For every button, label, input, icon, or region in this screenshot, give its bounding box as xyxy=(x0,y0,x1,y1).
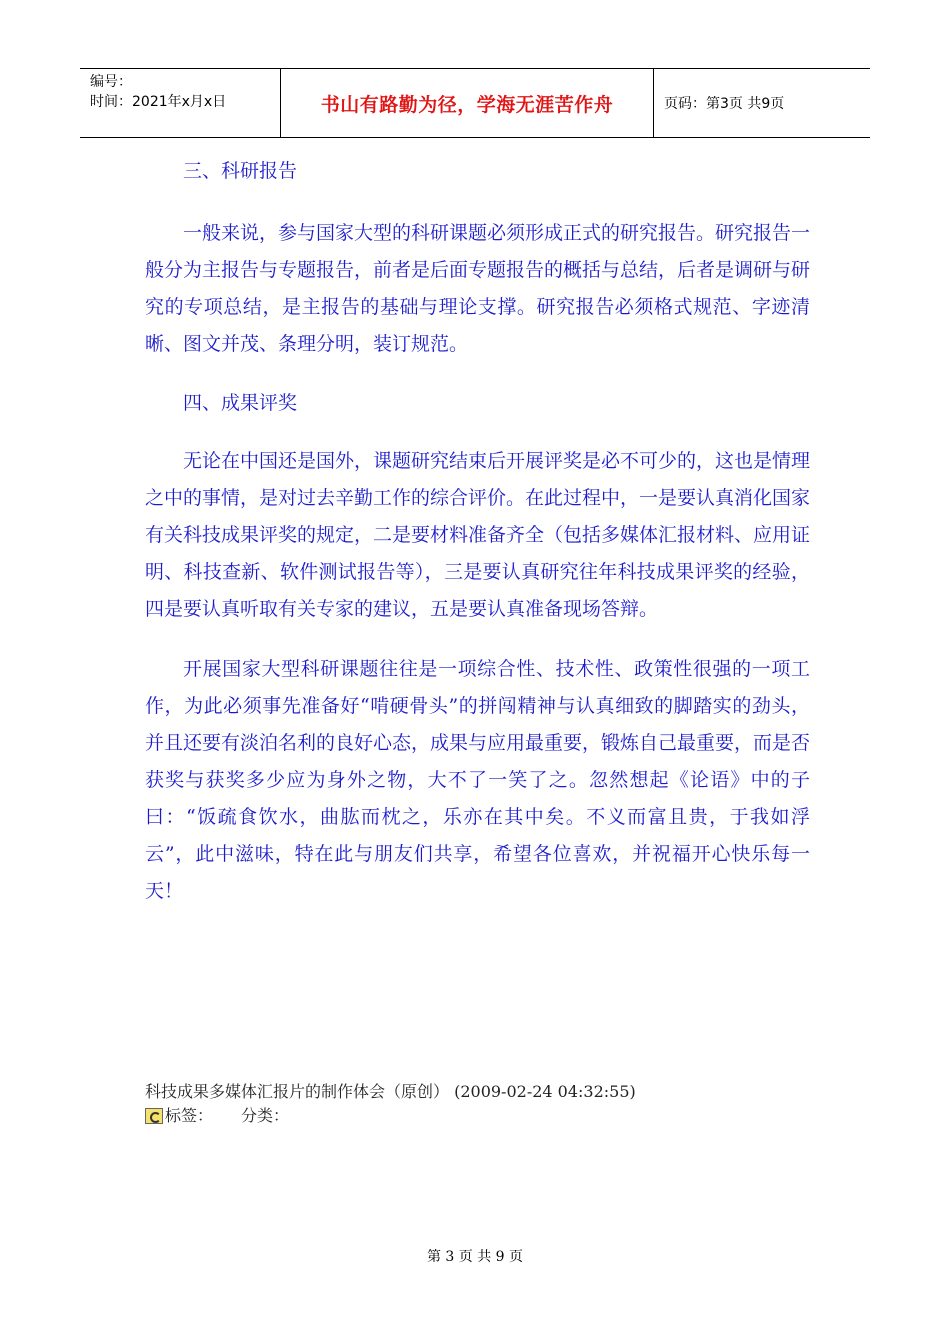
header-motto: 书山有路勤为径，学海无涯苦作舟 xyxy=(281,69,654,137)
section-heading-awards: 四、成果评奖 xyxy=(183,392,298,414)
category-label[interactable]: 分类： xyxy=(241,1106,290,1125)
date-label: 时间：2021年x月x日 xyxy=(90,94,227,110)
header-page-code: 页码：第3页 共9页 xyxy=(664,96,785,112)
paragraph-closing: 开展国家大型科研课题往往是一项综合性、技术性、政策性很强的一项工作，为此必须事先准备好“啃硬骨头”的拼闯精神与认真细致的脚踏实的劲头，并且还要有淡泊名利的良好心态，成果与应用最重要，锻炼自己最重要，而是否获奖与获奖多少应为身外之物，大不了一笑了之。忽然想起《论语》中的子曰：“饭疏食饮水，曲肱而枕之，乐亦在其中矣。不义而富且贵，于我如浮云”，此中滋味，特在此与朋友们共享，希望各位喜欢，并祝福开心快乐每一天！ xyxy=(145,658,811,902)
paragraph-awards: 无论在中国还是国外，课题研究结束后开展评奖是必不可少的，这也是情理之中的事情，是对过去辛勤工作的综合评价。在此过程中，一是要认真消化国家有关科技成果评奖的规定，二是要材料准备齐全（包括多媒体汇报材料、应用证明、科技查新、软件测试报告等），三是要认真研究往年科技成果评奖的经验，四是要认真听取有关专家的建议，五是要认真准备现场答辩。 xyxy=(145,450,811,620)
page-number-footer: 第 3 页 共 9 页 xyxy=(426,1249,524,1265)
document-body xyxy=(145,150,810,910)
paragraph-research-report: 一般来说，参与国家大型的科研课题必须形成正式的研究报告。研究报告一般分为主报告与专题报告，前者是后面专题报告的概括与总结，后者是调研与研究的专项总结，是主报告的基础与理论支撑。研究报告必须格式规范、字迹清晰、图文并茂、条理分明，装订规范。 xyxy=(145,222,811,355)
tags-label[interactable]: 标签： xyxy=(165,1106,214,1125)
tag-icon xyxy=(145,1108,163,1124)
tag-line xyxy=(145,1104,636,1128)
header-meta xyxy=(80,69,281,137)
blog-post-title: 科技成果多媒体汇报片的制作体会（原创） (2009-02-24 04:32:55) xyxy=(145,1082,636,1101)
blog-post-footer xyxy=(145,1080,636,1128)
document-header xyxy=(80,68,870,138)
section-heading-research-report: 三、科研报告 xyxy=(183,160,298,182)
number-label: 编号： xyxy=(90,74,132,90)
